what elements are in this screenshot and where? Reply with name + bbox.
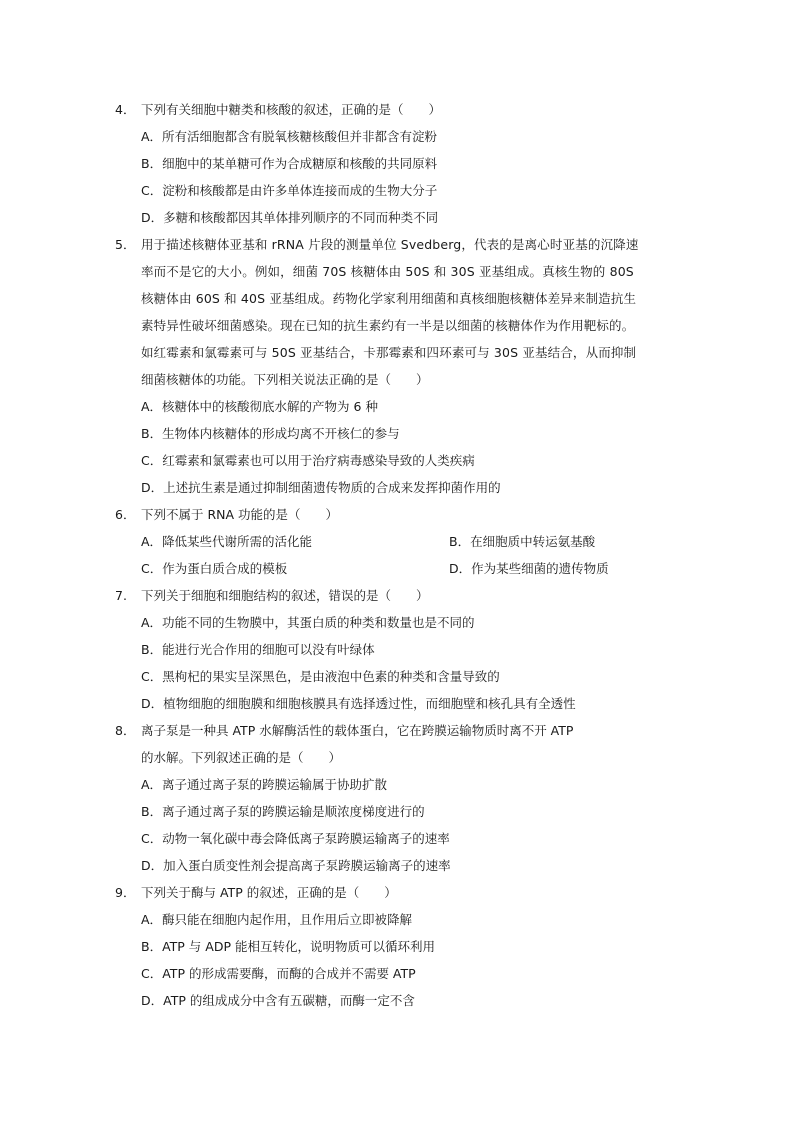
option-c: C．红霉素和氯霉素也可以用于治疗病毒感染导致的人类疾病 <box>141 453 475 468</box>
question-stem-line: 离子泵是一种具 ATP 水解酶活性的载体蛋白，它在跨膜运输物质时离不开 ATP <box>141 723 574 738</box>
option-a: A．离子通过离子泵的跨膜运输属于协助扩散 <box>141 777 388 792</box>
option-a: A．酶只能在细胞内起作用，且作用后立即被降解 <box>141 912 413 927</box>
option-c: C．动物一氧化碳中毒会降低离子泵跨膜运输离子的速率 <box>141 831 450 846</box>
option-b: B．细胞中的某单糖可作为合成糖原和核酸的共同原料 <box>141 156 438 171</box>
question-number: 5． <box>115 237 136 252</box>
option-d: D．植物细胞的细胞膜和细胞核膜具有选择透过性，而细胞壁和核孔具有全透性 <box>141 696 576 711</box>
option-d: D．加入蛋白质变性剂会提高离子泵跨膜运输离子的速率 <box>141 858 451 873</box>
question-number: 4． <box>115 102 136 117</box>
option-b: B．能进行光合作用的细胞可以没有叶绿体 <box>141 642 375 657</box>
option-a: A．功能不同的生物膜中，其蛋白质的种类和数量也是不同的 <box>141 615 475 630</box>
question-stem-line: 用于描述核糖体亚基和 rRNA 片段的测量单位 Svedberg，代表的是离心时亚基的沉降速 <box>141 237 639 252</box>
question-number: 8． <box>115 723 136 738</box>
question-number: 6． <box>115 507 136 522</box>
option-a: A．降低某些代谢所需的活化能 <box>141 534 313 549</box>
question-stem-line: 的水解。下列叙述正确的是（ ） <box>141 750 342 765</box>
option-c: C．黑枸杞的果实呈深黑色，是由液泡中色素的种类和含量导致的 <box>141 669 500 684</box>
option-c: C．ATP 的形成需要酶，而酶的合成并不需要 ATP <box>141 966 416 981</box>
option-b: B．ATP 与 ADP 能相互转化，说明物质可以循环利用 <box>141 939 435 954</box>
question-stem-line: 细菌核糖体的功能。下列相关说法正确的是（ ） <box>141 372 429 387</box>
option-d: D．作为某些细菌的遗传物质 <box>449 561 609 576</box>
question-stem-line: 素特异性破坏细菌感染。现在已知的抗生素约有一半是以细菌的核糖体作为作用靶标的。 <box>141 318 635 333</box>
option-d: D．多糖和核酸都因其单体排列顺序的不同而种类不同 <box>141 210 439 225</box>
option-a: A．所有活细胞都含有脱氧核糖核酸但并非都含有淀粉 <box>141 129 438 144</box>
question-number: 7. <box>115 588 127 603</box>
option-c: C．淀粉和核酸都是由许多单体连接而成的生物大分子 <box>141 183 438 198</box>
question-number: 9． <box>115 885 136 900</box>
option-b: B．在细胞质中转运氨基酸 <box>449 534 596 549</box>
option-b: B．生物体内核糖体的形成均离不开核仁的参与 <box>141 426 400 441</box>
option-b: B．离子通过离子泵的跨膜运输是顺浓度梯度进行的 <box>141 804 425 819</box>
option-a: A．核糖体中的核酸彻底水解的产物为 6 种 <box>141 399 378 414</box>
option-d: D．ATP 的组成成分中含有五碳糖，而酶一定不含 <box>141 993 415 1008</box>
question-stem-line: 率而不是它的大小。例如，细菌 70S 核糖体由 50S 和 30S 亚基组成。真核生物的 80S <box>141 264 634 279</box>
question-stem: 下列不属于 RNA 功能的是（ ） <box>141 507 339 522</box>
question-stem-line: 核糖体由 60S 和 40S 亚基组成。药物化学家利用细菌和真核细胞核糖体差异来制造抗生 <box>141 291 637 306</box>
question-stem: 下列关于酶与 ATP 的叙述，正确的是（ ） <box>141 885 397 900</box>
question-stem: 下列关于细胞和细胞结构的叙述，错误的是（ ） <box>141 588 429 603</box>
question-stem-line: 如红霉素和氯霉素可与 50S 亚基结合，卡那霉素和四环素可与 30S 亚基结合，从而抑制 <box>141 345 637 360</box>
option-d: D．上述抗生素是通过抑制细菌遗传物质的合成来发挥抑菌作用的 <box>141 480 501 495</box>
question-stem: 下列有关细胞中糖类和核酸的叙述，正确的是（ ） <box>141 102 442 117</box>
option-c: C．作为蛋白质合成的模板 <box>141 561 288 576</box>
